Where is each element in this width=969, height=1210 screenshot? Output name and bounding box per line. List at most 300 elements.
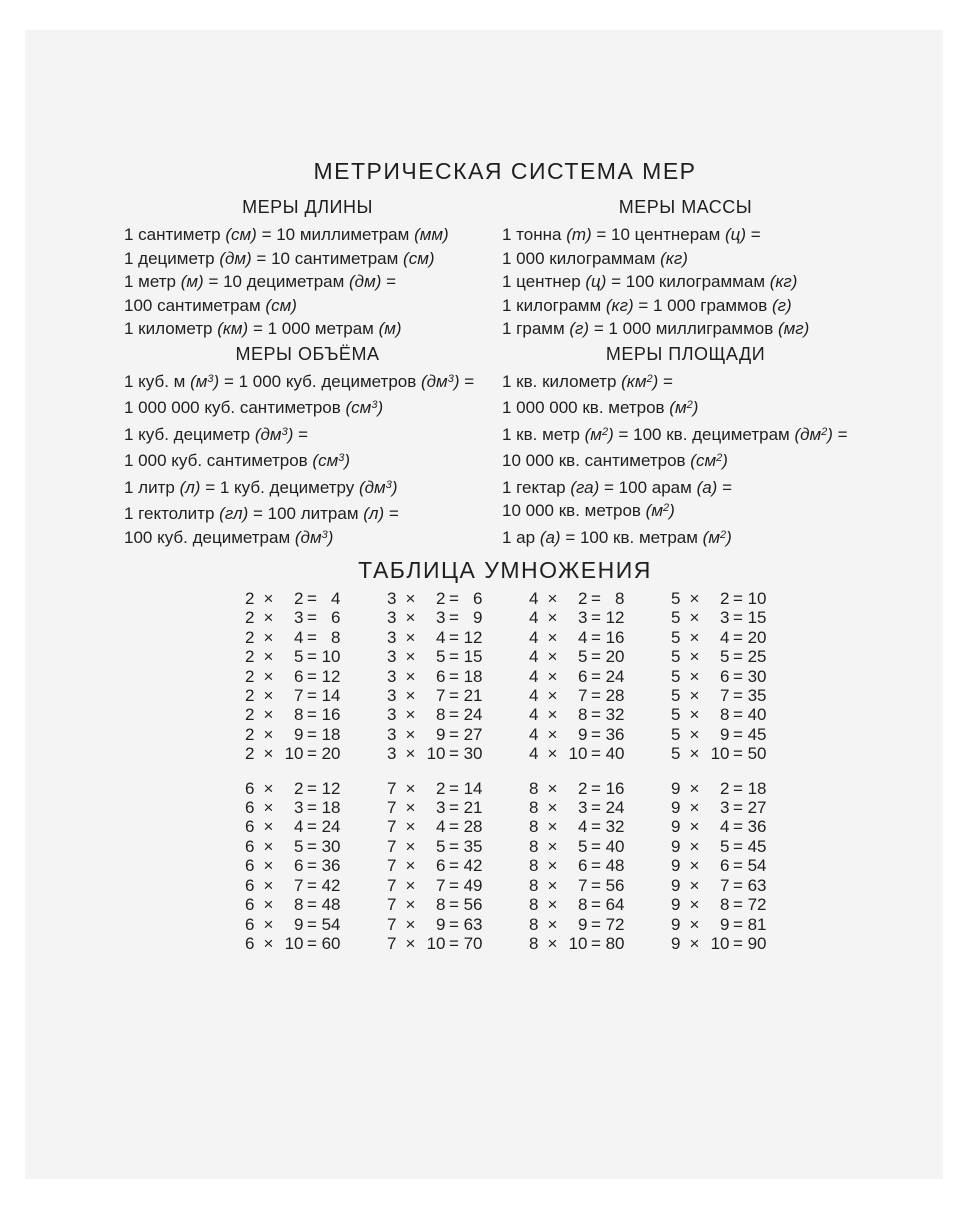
product-value: 16 <box>321 705 341 725</box>
factor-value: 4 <box>529 627 539 647</box>
factor-value: 2 <box>245 705 255 725</box>
mult-row <box>244 705 341 724</box>
equals-sign: = <box>307 933 317 953</box>
multiplier-value: 4 <box>578 817 588 837</box>
times-sign: × <box>689 895 700 915</box>
equals-sign: = <box>449 933 459 953</box>
factor-value: 5 <box>671 705 681 725</box>
factor-value: 2 <box>245 647 255 667</box>
mult-row <box>386 798 483 817</box>
product-value: 14 <box>321 686 341 706</box>
times-sign: × <box>263 705 274 725</box>
multiplier-value: 5 <box>294 836 304 856</box>
times-sign: × <box>405 798 416 818</box>
product-value: 64 <box>605 895 625 915</box>
equals-sign: = <box>449 914 459 934</box>
product-value: 24 <box>605 666 625 686</box>
superscript: 3 <box>321 528 328 541</box>
equals-sign: = <box>591 836 601 856</box>
unit-abbrev: (кг) <box>660 248 688 268</box>
mult-row <box>670 744 767 763</box>
factor-value: 6 <box>245 856 255 876</box>
times-sign: × <box>547 798 558 818</box>
unit-abbrev: ) <box>722 451 728 470</box>
mult-column-6 <box>244 779 341 954</box>
equals-sign: = <box>733 933 743 953</box>
equals-sign: = <box>449 895 459 915</box>
section-mass <box>502 197 869 341</box>
product-value: 12 <box>605 608 625 628</box>
mult-row <box>386 744 483 763</box>
multiplier-value: 3 <box>436 798 446 818</box>
section-length <box>124 197 491 341</box>
equals-sign: = <box>449 875 459 895</box>
unit-abbrev: (г) <box>771 295 792 315</box>
times-sign: × <box>405 817 416 837</box>
times-sign: × <box>547 686 558 706</box>
equals-sign: = <box>591 914 601 934</box>
product-value: 40 <box>747 705 767 725</box>
equals-sign: = <box>307 724 317 744</box>
multiplier-value: 3 <box>436 608 446 628</box>
multiplier-value: 5 <box>720 836 730 856</box>
multiplier-value: 9 <box>436 914 446 934</box>
section-line: 1 кв. километр $(км^2)$ = <box>502 371 673 391</box>
factor-value: 7 <box>387 933 397 953</box>
section-line: 1 гектолитр (гл) = 100 литрам (л) = <box>124 504 399 523</box>
equals-sign: = <box>733 686 743 706</box>
multiplier-value: 7 <box>294 875 304 895</box>
equals-sign: = <box>733 778 743 798</box>
unit-abbrev: (га) <box>570 477 600 497</box>
unit-abbrev: (а) <box>696 477 718 497</box>
section-line: 1 грамм (г) = 1 000 миллиграммов (мг) <box>502 319 810 338</box>
unit-abbrev: (ц) <box>585 272 607 291</box>
multiplier-value: 6 <box>294 856 304 876</box>
equals-sign: = <box>733 627 743 647</box>
mult-row <box>670 817 767 836</box>
unit-abbrev: (см) <box>265 295 297 315</box>
mult-row <box>244 798 341 817</box>
multiplier-value: 3 <box>294 798 304 818</box>
product-value: 35 <box>463 836 483 856</box>
equals-sign: = <box>307 705 317 725</box>
times-sign: × <box>263 836 274 856</box>
times-sign: × <box>405 608 416 628</box>
multiplier-value: 4 <box>436 627 446 647</box>
factor-value: 4 <box>529 705 539 725</box>
mult-row <box>528 915 625 934</box>
mult-row <box>386 895 483 914</box>
mult-row <box>386 725 483 744</box>
measure-sections <box>124 197 869 552</box>
times-sign: × <box>405 778 416 798</box>
multiplier-value: 8 <box>578 895 588 915</box>
times-sign: × <box>689 724 700 744</box>
equals-sign: = <box>307 666 317 686</box>
product-value: 45 <box>747 724 767 744</box>
unit-abbrev: (км) <box>217 319 249 338</box>
mult-row <box>386 705 483 724</box>
times-sign: × <box>405 705 416 725</box>
mult-row <box>244 915 341 934</box>
times-sign: × <box>547 817 558 837</box>
equals-sign: = <box>733 666 743 686</box>
mult-row <box>244 744 341 763</box>
mult-block-top <box>25 589 943 764</box>
times-sign: × <box>547 895 558 915</box>
factor-value: 2 <box>245 608 255 628</box>
factor-value: 2 <box>245 589 255 608</box>
factor-value: 6 <box>245 933 255 953</box>
factor-value: 7 <box>387 817 397 837</box>
factor-value: 3 <box>387 608 397 628</box>
product-value: 18 <box>463 666 483 686</box>
equals-sign: = <box>733 744 743 764</box>
mult-row <box>386 667 483 686</box>
product-value: 63 <box>463 914 483 934</box>
factor-value: 7 <box>387 778 397 798</box>
product-value: 12 <box>321 778 341 798</box>
mult-row <box>528 895 625 914</box>
unit-abbrev: (м) <box>180 272 204 291</box>
multiplier-value: 10 <box>284 933 304 953</box>
multiplier-value: 4 <box>578 627 588 647</box>
section-line: 1 центнер (ц) = 100 килограммам (кг) <box>502 272 798 291</box>
equals-sign: = <box>733 589 743 608</box>
multiplier-value: 10 <box>284 744 304 764</box>
factor-value: 9 <box>671 895 681 915</box>
unit-abbrev: (кг) <box>769 272 798 291</box>
unit-abbrev: (см) <box>225 225 257 244</box>
product-value: 42 <box>463 856 483 876</box>
multiplier-value: 8 <box>436 705 446 725</box>
factor-value: 9 <box>671 875 681 895</box>
mult-row <box>244 608 341 627</box>
equals-sign: = <box>591 933 601 953</box>
unit-abbrev: ) <box>377 398 384 417</box>
product-value: 15 <box>747 608 767 628</box>
times-sign: × <box>547 778 558 798</box>
unit-abbrev: (м <box>669 398 687 417</box>
mult-column-3 <box>386 589 483 764</box>
factor-value: 8 <box>529 778 539 798</box>
product-value: 36 <box>747 817 767 837</box>
product-value: 16 <box>605 778 625 798</box>
mult-row <box>528 798 625 817</box>
superscript: 2 <box>686 399 693 411</box>
unit-abbrev: ) <box>327 527 334 547</box>
factor-value: 4 <box>529 666 539 686</box>
mult-row <box>670 628 767 647</box>
times-sign: × <box>547 933 558 953</box>
equals-sign: = <box>307 875 317 895</box>
mult-row <box>244 725 341 744</box>
equals-sign: = <box>733 608 743 628</box>
equals-sign: = <box>449 798 459 818</box>
equals-sign: = <box>307 627 317 647</box>
product-value: 18 <box>321 798 341 818</box>
superscript: 3 <box>447 372 454 385</box>
factor-value: 3 <box>387 647 397 667</box>
unit-abbrev: ) <box>391 477 398 497</box>
multiplier-value: 2 <box>436 778 446 798</box>
times-sign: × <box>263 895 274 915</box>
unit-abbrev: ) <box>213 371 220 391</box>
product-value: 18 <box>747 778 767 798</box>
unit-abbrev: ) <box>287 424 294 444</box>
product-value: 54 <box>747 856 767 876</box>
mult-row <box>386 589 483 608</box>
product-value: 60 <box>321 933 341 953</box>
times-sign: × <box>547 647 558 667</box>
times-sign: × <box>689 647 700 667</box>
superscript: 3 <box>338 452 345 464</box>
multiplier-value: 9 <box>294 724 304 744</box>
product-value: 32 <box>605 705 625 725</box>
times-sign: × <box>547 589 558 608</box>
equals-sign: = <box>449 686 459 706</box>
times-sign: × <box>689 914 700 934</box>
times-sign: × <box>689 744 700 764</box>
product-value: 28 <box>605 686 625 706</box>
times-sign: × <box>547 914 558 934</box>
mult-row <box>244 876 341 895</box>
times-sign: × <box>263 875 274 895</box>
multiplier-value: 5 <box>578 647 588 667</box>
mult-column-9 <box>670 779 767 954</box>
unit-abbrev: (см <box>345 398 372 417</box>
times-sign: × <box>689 836 700 856</box>
equals-sign: = <box>733 724 743 744</box>
product-value: 48 <box>605 856 625 876</box>
unit-abbrev: (дм <box>294 527 322 547</box>
product-value: 90 <box>747 933 767 953</box>
times-sign: × <box>689 666 700 686</box>
factor-value: 6 <box>245 875 255 895</box>
factor-value: 3 <box>387 724 397 744</box>
section-line: 1 кв. метр $(м^2) = 100$ кв. дециметрам $(дм^2)$ = <box>502 424 848 444</box>
multiplier-value: 5 <box>720 647 730 667</box>
mult-row <box>670 725 767 744</box>
factor-value: 6 <box>245 798 255 818</box>
times-sign: × <box>263 686 274 706</box>
times-sign: × <box>689 798 700 818</box>
section-line: 1 куб. дециметр $(дм^3)$ = <box>124 424 309 444</box>
multiplier-value: 2 <box>578 778 588 798</box>
mult-row <box>386 934 483 953</box>
product-value: 24 <box>321 817 341 837</box>
multiplier-value: 6 <box>294 666 304 686</box>
multiplier-value: 5 <box>436 836 446 856</box>
unit-abbrev: ) <box>827 424 833 444</box>
section-length-lines <box>124 223 491 341</box>
multiplier-value: 6 <box>720 666 730 686</box>
product-value: 21 <box>463 798 483 818</box>
unit-abbrev: (л) <box>363 504 385 523</box>
section-line: 1 гектар (га) = 100 арам (а) = <box>502 477 732 497</box>
factor-value: 8 <box>529 798 539 818</box>
equals-sign: = <box>449 817 459 837</box>
section-line: 1 дециметр (дм) = 10 сантиметрам (см) <box>124 248 435 268</box>
equals-sign: = <box>591 647 601 667</box>
mult-row <box>528 779 625 798</box>
mult-row <box>244 647 341 666</box>
mult-row <box>244 837 341 856</box>
factor-value: 6 <box>245 914 255 934</box>
unit-abbrev: (дм <box>794 424 822 444</box>
product-value: 12 <box>463 627 483 647</box>
mult-column-8 <box>528 779 625 954</box>
section-area-title: МЕРЫ ПЛОЩАДИ <box>605 343 766 364</box>
mult-row <box>528 608 625 627</box>
unit-abbrev: (м <box>584 424 602 444</box>
factor-value: 4 <box>529 744 539 764</box>
factor-value: 9 <box>671 933 681 953</box>
factor-value: 3 <box>387 589 397 608</box>
unit-abbrev: (г) <box>569 319 590 338</box>
times-sign: × <box>405 686 416 706</box>
times-sign: × <box>689 875 700 895</box>
times-sign: × <box>689 856 700 876</box>
factor-value: 2 <box>245 744 255 764</box>
times-sign: × <box>263 856 274 876</box>
product-value: 40 <box>605 744 625 764</box>
section-mass-lines <box>502 223 869 341</box>
mult-row <box>528 876 625 895</box>
multiplier-value: 3 <box>720 798 730 818</box>
product-value: 42 <box>321 875 341 895</box>
multiplier-value: 8 <box>720 895 730 915</box>
factor-value: 3 <box>387 666 397 686</box>
product-value: 56 <box>605 875 625 895</box>
section-line: 1 литр (л) = 1 куб. дециметру $(дм^3)$ <box>124 477 398 497</box>
equals-sign: = <box>449 608 459 628</box>
times-sign: × <box>689 705 700 725</box>
multiplier-value: 3 <box>578 608 588 628</box>
product-value: 20 <box>605 647 625 667</box>
unit-abbrev: (см <box>312 451 339 470</box>
unit-abbrev: (дм) <box>219 248 252 268</box>
times-sign: × <box>547 608 558 628</box>
equals-sign: = <box>307 744 317 764</box>
mult-row <box>670 779 767 798</box>
mult-row <box>528 628 625 647</box>
section-volume-lines <box>124 370 491 553</box>
multiplier-value: 9 <box>578 724 588 744</box>
factor-value: 9 <box>671 856 681 876</box>
mult-row <box>386 817 483 836</box>
section-area <box>502 344 869 553</box>
factor-value: 9 <box>671 798 681 818</box>
mult-row <box>670 647 767 666</box>
mult-column-2 <box>244 589 341 764</box>
unit-abbrev: (км <box>621 371 647 391</box>
equals-sign: = <box>307 856 317 876</box>
unit-abbrev: (т) <box>566 225 592 244</box>
unit-abbrev: (дм) <box>349 272 382 291</box>
section-line: 1 000 000 кв. метров $(м^2)$ <box>502 398 699 417</box>
product-value: 20 <box>747 627 767 647</box>
equals-sign: = <box>449 647 459 667</box>
unit-abbrev: (дм <box>421 371 448 391</box>
superscript: 3 <box>281 425 288 438</box>
section-length-title: МЕРЫ ДЛИНЫ <box>242 197 373 217</box>
mult-row <box>386 876 483 895</box>
section-line: 1 ар (а) = 100 кв. метрам $(м^2)$ <box>502 527 732 547</box>
mult-row <box>386 779 483 798</box>
times-sign: × <box>263 817 274 837</box>
times-sign: × <box>263 724 274 744</box>
section-volume-title: МЕРЫ ОБЪЁМА <box>235 343 380 364</box>
factor-value: 9 <box>671 836 681 856</box>
unit-abbrev: ) <box>453 371 460 391</box>
mult-row <box>386 837 483 856</box>
equals-sign: = <box>733 875 743 895</box>
times-sign: × <box>689 627 700 647</box>
sections-row-2 <box>124 344 869 553</box>
factor-value: 8 <box>529 856 539 876</box>
factor-value: 5 <box>671 608 681 628</box>
multiplier-value: 8 <box>294 705 304 725</box>
equals-sign: = <box>591 627 601 647</box>
superscript: 3 <box>371 399 378 411</box>
times-sign: × <box>405 856 416 876</box>
mult-row <box>528 934 625 953</box>
times-sign: × <box>263 589 274 608</box>
multiplier-value: 8 <box>720 705 730 725</box>
superscript: 2 <box>821 425 828 438</box>
multiplier-value: 8 <box>436 895 446 915</box>
multiplier-value: 5 <box>294 647 304 667</box>
mult-row <box>528 725 625 744</box>
equals-sign: = <box>591 817 601 837</box>
equals-sign: = <box>591 608 601 628</box>
mult-row <box>528 856 625 875</box>
factor-value: 2 <box>245 686 255 706</box>
mult-row <box>244 856 341 875</box>
product-value: 12 <box>321 666 341 686</box>
product-value: 63 <box>747 875 767 895</box>
times-sign: × <box>405 836 416 856</box>
times-sign: × <box>405 666 416 686</box>
times-sign: × <box>689 817 700 837</box>
mult-row <box>244 895 341 914</box>
multiplier-value: 6 <box>436 666 446 686</box>
section-line: 1 куб. м $(м^3) = 1$ 000 куб. дециметров $(дм^3)$ = <box>124 371 475 391</box>
mult-row <box>386 686 483 705</box>
mult-row <box>670 934 767 953</box>
factor-value: 9 <box>671 817 681 837</box>
factor-value: 4 <box>529 724 539 744</box>
mult-row <box>528 705 625 724</box>
times-sign: × <box>405 895 416 915</box>
mult-row <box>670 856 767 875</box>
mult-row <box>386 628 483 647</box>
mult-row <box>670 705 767 724</box>
product-value: 81 <box>747 914 767 934</box>
factor-value: 3 <box>387 686 397 706</box>
factor-value: 3 <box>387 744 397 764</box>
superscript: 2 <box>719 528 727 541</box>
equals-sign: = <box>307 778 317 798</box>
multiplier-value: 10 <box>426 744 446 764</box>
multiplier-value: 7 <box>720 875 730 895</box>
multiplier-value: 4 <box>720 627 730 647</box>
factor-value: 9 <box>671 778 681 798</box>
section-mass-title: МЕРЫ МАССЫ <box>618 197 753 217</box>
unit-abbrev: (ц) <box>725 225 747 244</box>
